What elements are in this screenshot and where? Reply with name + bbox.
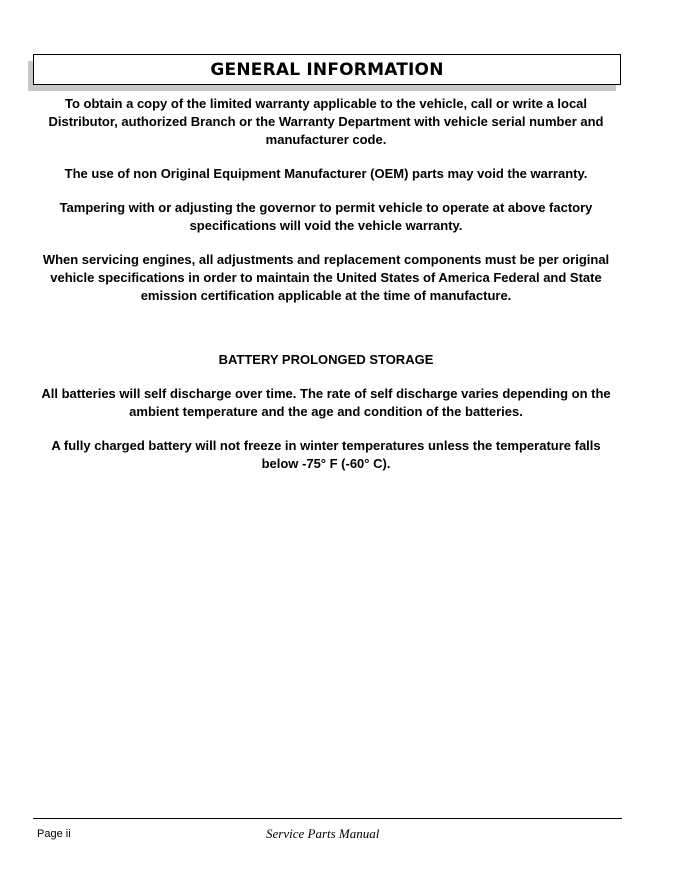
warranty-paragraph: To obtain a copy of the limited warranty applicable to the vehicle, call or write a local Distributor, authorized Branch or the Warranty Department with vehicle serial number and manufacturer code. (48, 96, 604, 147)
freeze-paragraph: A fully charged battery will not freeze in winter temperatures unless the temperature falls below -75° F (-60° C). (51, 438, 601, 471)
self-discharge-paragraph: All batteries will self discharge over time. The rate of self discharge varies depending on the ambient temperature and the age and condition of the batteries. (41, 386, 611, 419)
oem-parts-paragraph: The use of non Original Equipment Manufacturer (OEM) parts may void the warranty. (64, 166, 588, 181)
page-title: GENERAL INFORMATION (210, 59, 444, 80)
emission-paragraph: When servicing engines, all adjustments and replacement components must be per original vehicle specifications in order to maintain the United States of America Federal and State emission certification applicable at the time of manufacture. (42, 252, 610, 303)
title-box (33, 54, 621, 85)
document-body (34, 95, 618, 489)
footer-divider (33, 818, 622, 819)
manual-name: Service Parts Manual (266, 826, 380, 841)
battery-storage-heading: BATTERY PROLONGED STORAGE (218, 352, 434, 367)
page-number: Page ii (37, 828, 71, 840)
governor-paragraph: Tampering with or adjusting the governor to permit vehicle to operate at above factory specifications will void the vehicle warranty. (59, 200, 593, 233)
